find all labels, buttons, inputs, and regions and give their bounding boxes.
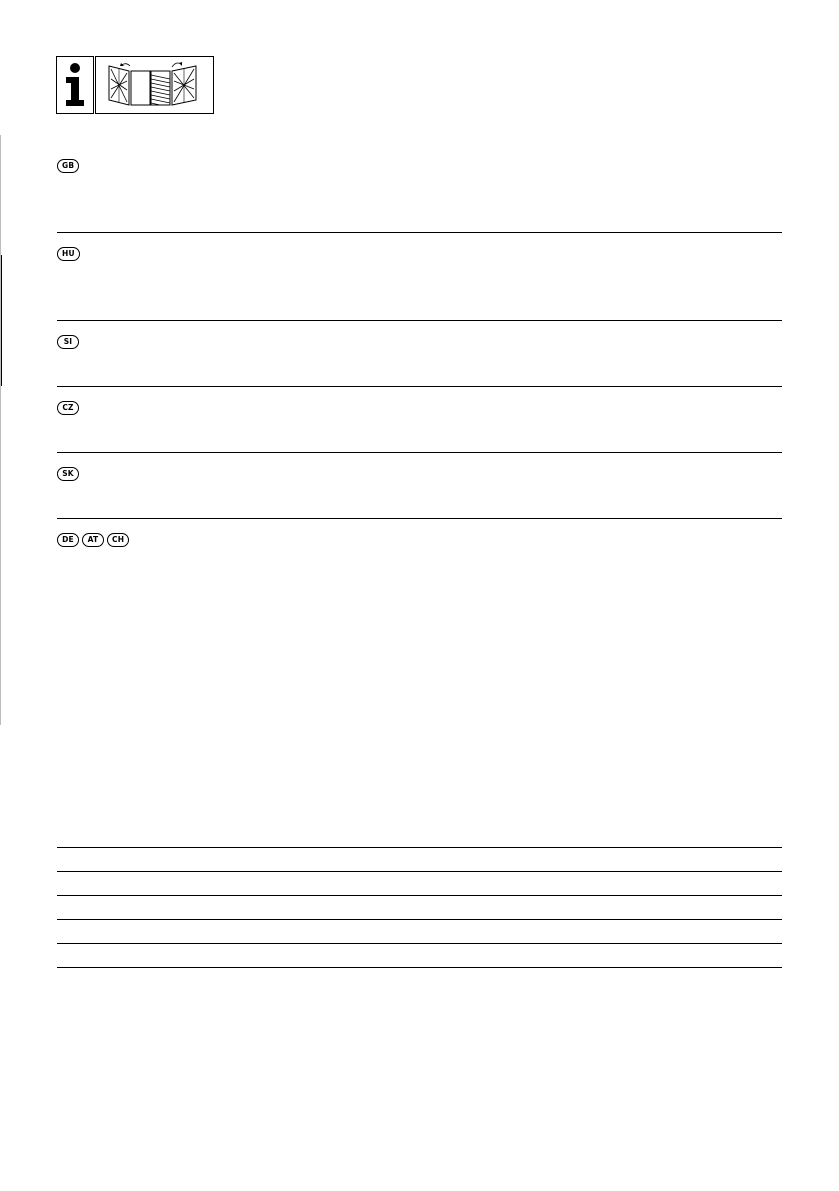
bottom-rule (57, 895, 782, 896)
info-icon (56, 56, 94, 114)
country-badge: CZ (57, 401, 79, 415)
section-label-de-at-ch (57, 533, 129, 547)
section-divider (57, 452, 782, 453)
country-badge: DE (57, 533, 79, 547)
section-label-gb (57, 159, 79, 173)
bottom-rule (57, 871, 782, 872)
section-divider (57, 232, 782, 233)
section-label-cz (57, 401, 79, 415)
section-label-hu (57, 247, 80, 261)
section-label-si (57, 335, 79, 349)
section-label-sk (57, 467, 79, 481)
section-divider (57, 320, 782, 321)
country-badge: AT (82, 533, 104, 547)
country-badge: HU (57, 247, 80, 261)
country-badge: GB (57, 159, 79, 173)
binding-guide (0, 135, 1, 725)
country-badge: SK (57, 467, 79, 481)
section-divider (57, 518, 782, 519)
header-icons (56, 56, 214, 114)
bottom-rule (57, 943, 782, 944)
bottom-rule (57, 967, 782, 968)
fold-out-pages-icon (95, 56, 214, 114)
bottom-rule (57, 847, 782, 848)
bottom-rule (57, 919, 782, 920)
country-badge: SI (57, 335, 79, 349)
country-badge: CH (107, 533, 129, 547)
section-divider (57, 386, 782, 387)
